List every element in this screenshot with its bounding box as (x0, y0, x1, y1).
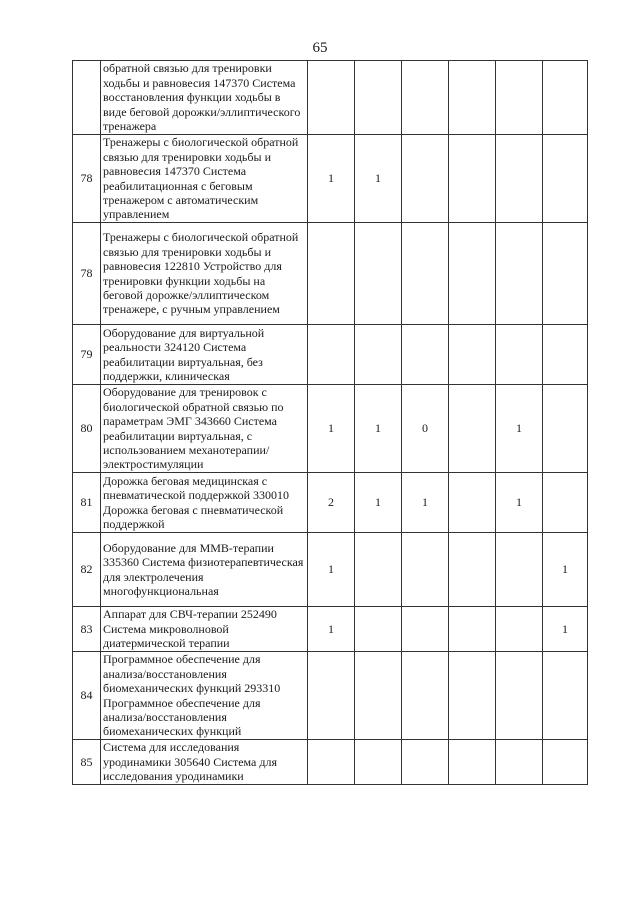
equipment-description: Аппарат для СВЧ-терапии 252490 Система микроволновой диатермической терапии (101, 607, 308, 652)
quantity-cell (496, 61, 543, 135)
table-row (73, 652, 588, 740)
quantity-cell (402, 61, 449, 135)
quantity-cell (308, 652, 355, 740)
quantity-cell (449, 533, 496, 607)
quantity-cell (402, 740, 449, 785)
quantity-cell (496, 652, 543, 740)
table-row (73, 135, 588, 223)
table-row (73, 61, 588, 135)
quantity-cell: 1 (355, 385, 402, 473)
quantity-cell (308, 740, 355, 785)
equipment-description: Тренажеры с биологической обратной связью для тренировки ходьбы и равновесия 147370 Система реабилитационная с беговым тренажером с автоматическим управлением (101, 135, 308, 223)
quantity-cell: 1 (543, 533, 588, 607)
row-number: 83 (73, 607, 101, 652)
quantity-cell (449, 740, 496, 785)
quantity-cell (355, 325, 402, 385)
quantity-cell (308, 223, 355, 325)
table-row (73, 740, 588, 785)
quantity-cell (543, 223, 588, 325)
row-number: 81 (73, 473, 101, 533)
quantity-cell (496, 135, 543, 223)
equipment-description: Оборудование для ММВ-терапии 335360 Система физиотерапевтическая для электролечения многофункциональная (101, 533, 308, 607)
table-row (73, 223, 588, 325)
quantity-cell: 1 (496, 473, 543, 533)
equipment-description: обратной связью для тренировки ходьбы и равновесия 147370 Система восстановления функции ходьбы в виде беговой дорожки/эллиптического тренажера (101, 61, 308, 135)
quantity-cell: 1 (308, 385, 355, 473)
quantity-cell (402, 607, 449, 652)
quantity-cell: 1 (496, 385, 543, 473)
quantity-cell (449, 652, 496, 740)
quantity-cell (402, 533, 449, 607)
quantity-cell: 2 (308, 473, 355, 533)
equipment-description: Система для исследования уродинамики 305640 Система для исследования уродинамики (101, 740, 308, 785)
quantity-cell (543, 740, 588, 785)
row-number: 80 (73, 385, 101, 473)
quantity-cell: 1 (308, 533, 355, 607)
row-number: 85 (73, 740, 101, 785)
equipment-description: Программное обеспечение для анализа/восстановления биомеханических функций 293310 Программное обеспечение для анализа/восстановления биомеханических функций (101, 652, 308, 740)
quantity-cell (402, 223, 449, 325)
quantity-cell (355, 740, 402, 785)
row-number (73, 61, 101, 135)
quantity-cell: 1 (308, 135, 355, 223)
quantity-cell (449, 325, 496, 385)
quantity-cell (543, 61, 588, 135)
quantity-cell (402, 135, 449, 223)
quantity-cell (355, 652, 402, 740)
equipment-description: Тренажеры с биологической обратной связью для тренировки ходьбы и равновесия 122810 Устройство для тренировки функции ходьбы на беговой дорожке/эллиптическом тренажере, с ручным управлением (101, 223, 308, 325)
quantity-cell (543, 385, 588, 473)
equipment-description: Дорожка беговая медицинская с пневматической поддержкой 330010 Дорожка беговая с пневматической поддержкой (101, 473, 308, 533)
quantity-cell: 1 (355, 135, 402, 223)
quantity-cell (496, 223, 543, 325)
quantity-cell (543, 652, 588, 740)
quantity-cell (449, 473, 496, 533)
table-row (73, 473, 588, 533)
quantity-cell: 1 (308, 607, 355, 652)
table-row (73, 325, 588, 385)
table-body (73, 61, 588, 785)
quantity-cell: 1 (355, 473, 402, 533)
quantity-cell (449, 61, 496, 135)
quantity-cell (308, 61, 355, 135)
quantity-cell (543, 135, 588, 223)
quantity-cell (449, 223, 496, 325)
quantity-cell (402, 652, 449, 740)
quantity-cell (496, 325, 543, 385)
equipment-description: Оборудование для виртуальной реальности 324120 Система реабилитации виртуальная, без поддержки, клиническая (101, 325, 308, 385)
quantity-cell (355, 61, 402, 135)
page-number: 65 (312, 40, 328, 56)
quantity-cell (355, 223, 402, 325)
quantity-cell (355, 607, 402, 652)
equipment-table (72, 60, 588, 785)
equipment-description: Оборудование для тренировок с биологической обратной связью по параметрам ЭМГ 343660 Система реабилитации виртуальная, с использованием механотерапии/ электростимуляции (101, 385, 308, 473)
row-number: 84 (73, 652, 101, 740)
table-row (73, 607, 588, 652)
quantity-cell: 1 (402, 473, 449, 533)
quantity-cell (449, 385, 496, 473)
quantity-cell (355, 533, 402, 607)
row-number: 79 (73, 325, 101, 385)
row-number: 78 (73, 223, 101, 325)
quantity-cell (543, 325, 588, 385)
quantity-cell (308, 325, 355, 385)
quantity-cell: 0 (402, 385, 449, 473)
quantity-cell (496, 607, 543, 652)
table-row (73, 385, 588, 473)
quantity-cell (543, 473, 588, 533)
quantity-cell (449, 135, 496, 223)
quantity-cell (496, 740, 543, 785)
quantity-cell (402, 325, 449, 385)
row-number: 78 (73, 135, 101, 223)
row-number: 82 (73, 533, 101, 607)
table-row (73, 533, 588, 607)
quantity-cell: 1 (543, 607, 588, 652)
quantity-cell (449, 607, 496, 652)
quantity-cell (496, 533, 543, 607)
